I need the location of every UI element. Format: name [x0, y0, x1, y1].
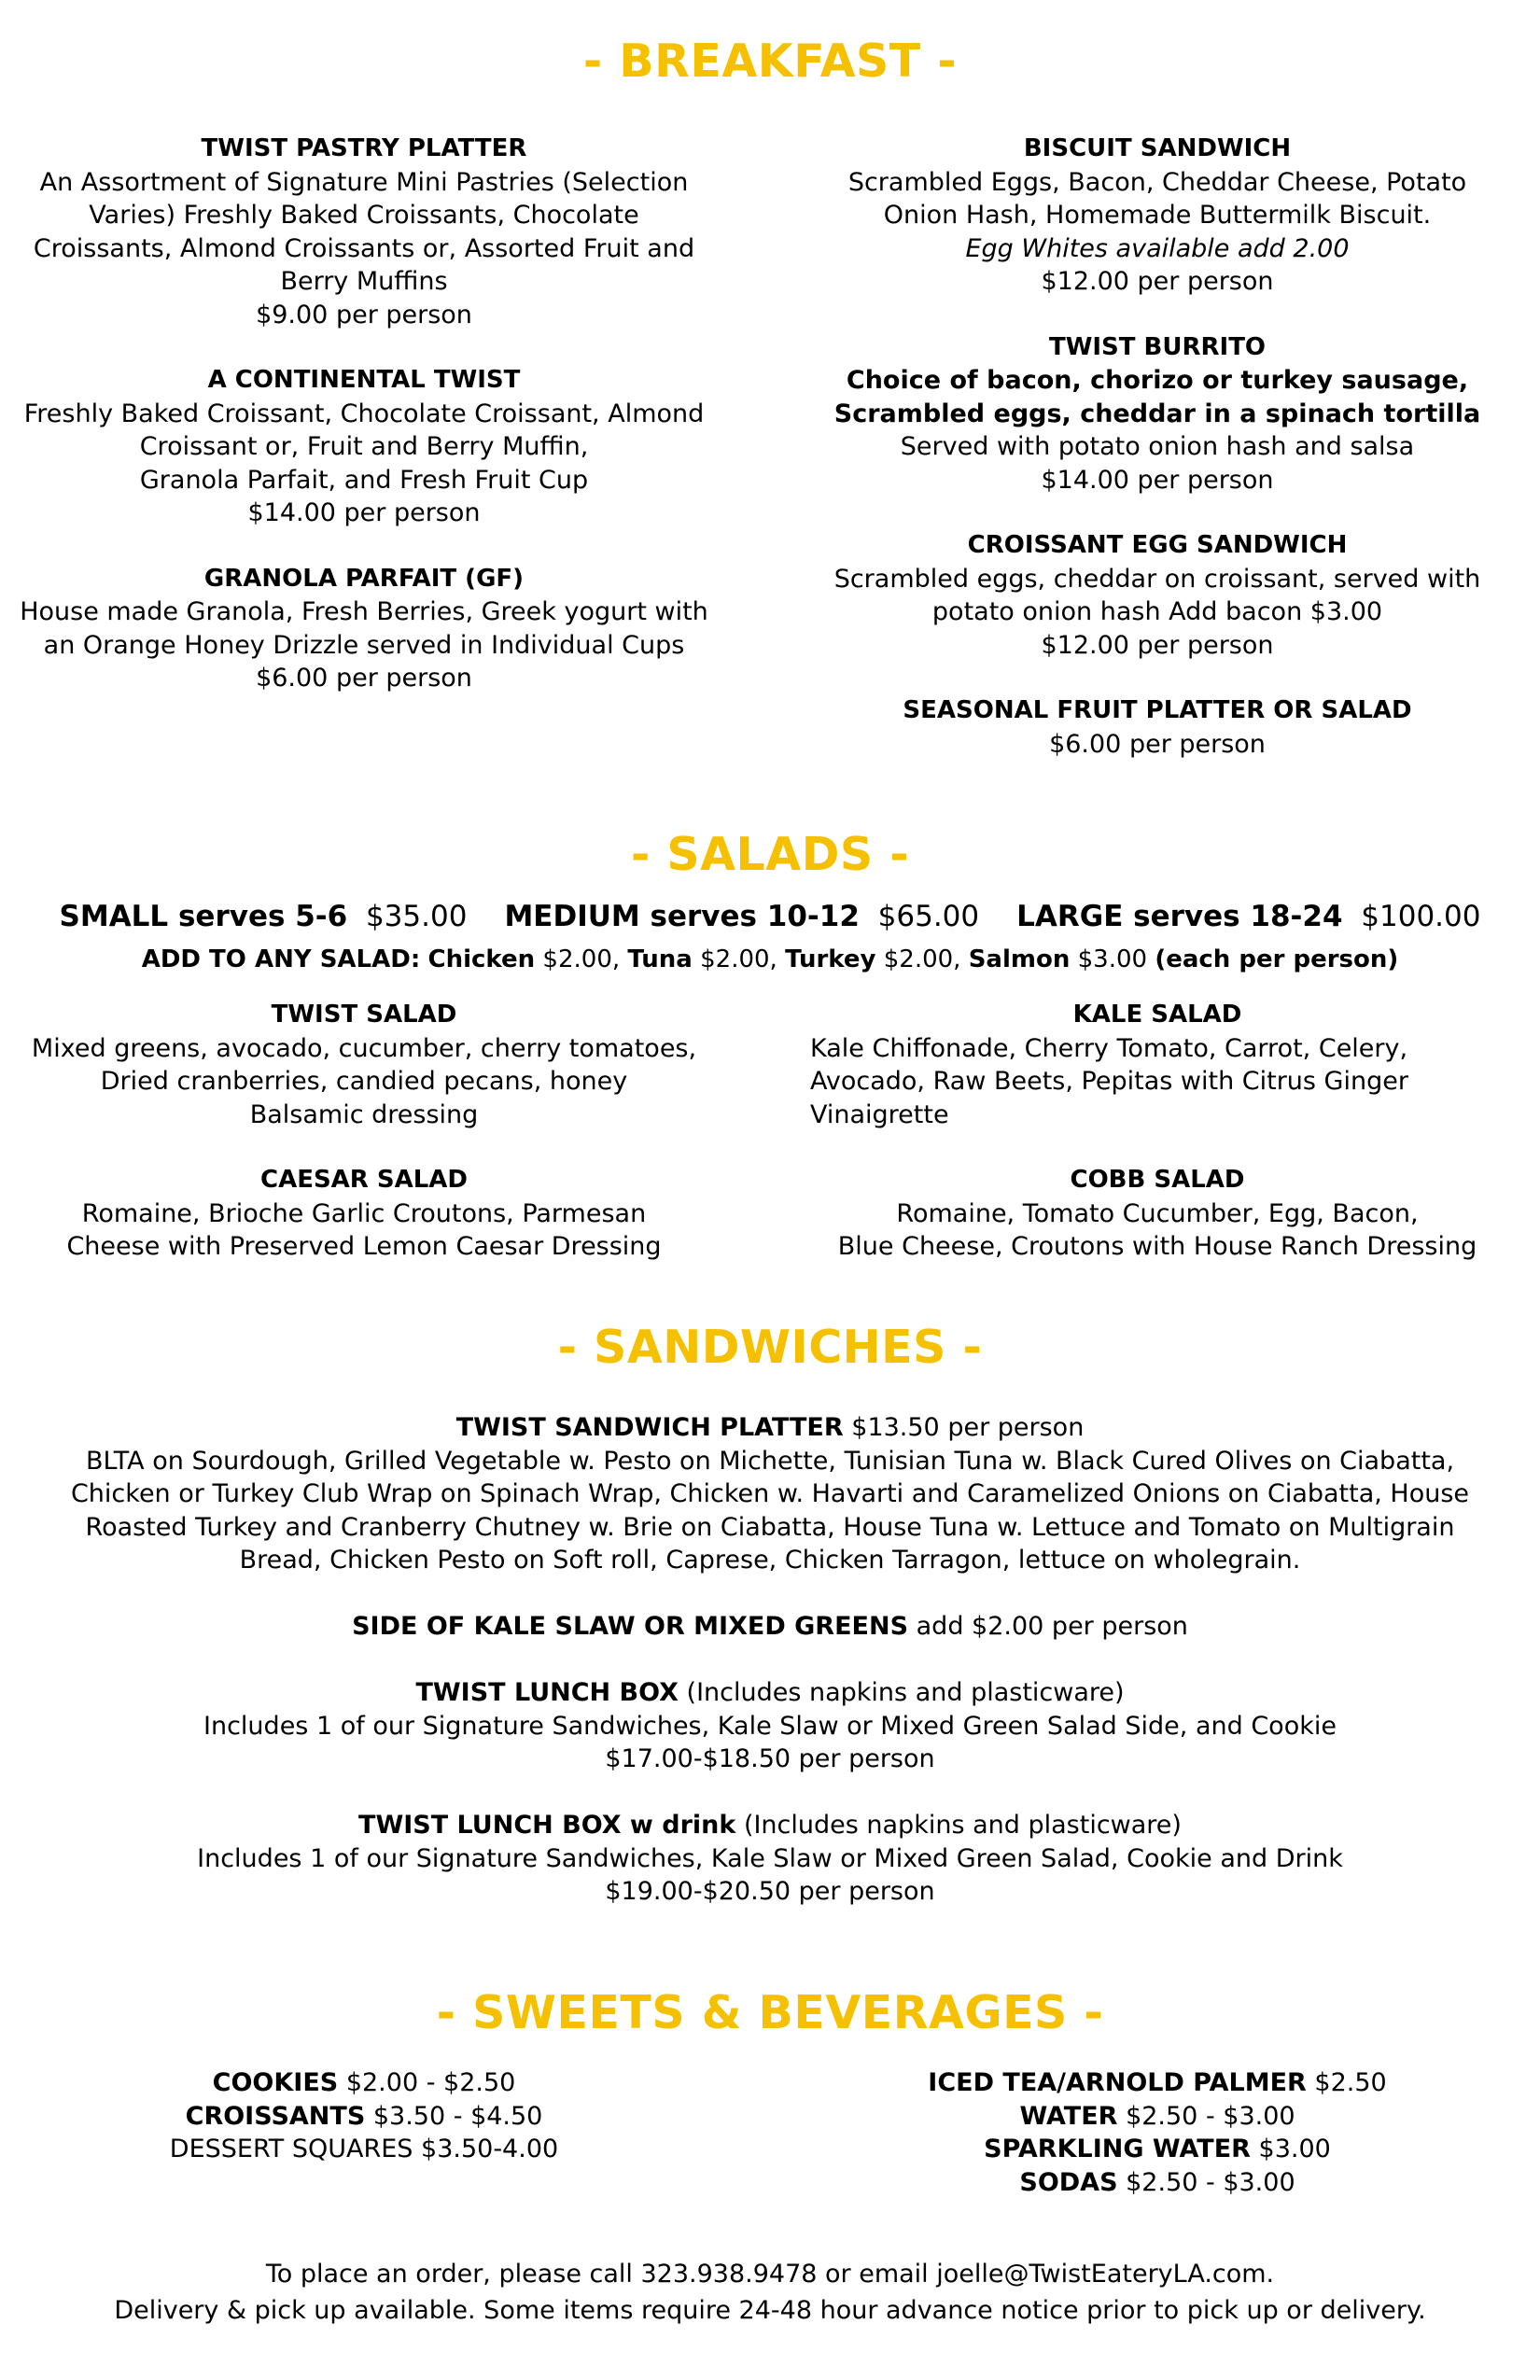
item-name: BISCUIT SANDWICH [1023, 134, 1292, 162]
addon-name: Chicken [427, 945, 536, 973]
item-desc: Scrambled eggs, cheddar on croissant, served with [833, 564, 1481, 594]
item-desc: An Assortment of Signature Mini Pastries (Selection [39, 167, 689, 197]
item-name: A CONTINENTAL TWIST [207, 366, 521, 394]
breakfast-title: - BREAKFAST - [582, 35, 958, 88]
footer-contact: To place an order, please call 323.938.9478 or email joelle@TwistEateryLA.com. [265, 2260, 1275, 2289]
item-desc: House made Granola, Fresh Berries, Greek yogurt with [20, 597, 708, 626]
item-name: COBB SALAD [1070, 1166, 1245, 1194]
size-label: LARGE serves 18-24 [1016, 900, 1343, 933]
addons-tail: (each per person) [1155, 945, 1399, 973]
item-name: WATER [1019, 2101, 1118, 2131]
sandwich-platter [0, 1411, 1540, 1577]
menu-item [803, 529, 1512, 662]
item-name: SEASONAL FRUIT PLATTER OR SALAD [903, 696, 1412, 724]
item-price: $2.50 - $3.00 [1126, 2167, 1295, 2197]
item-desc: Granola Parfait, and Fresh Fruit Cup [139, 465, 589, 495]
menu-item [0, 364, 728, 530]
sandwiches-title: - SANDWICHES - [557, 1321, 983, 1374]
addon-name: Salmon [968, 945, 1071, 973]
item-desc: Berry Muffins [280, 267, 448, 296]
item-name: KALE SALAD [1072, 1001, 1242, 1029]
item-paren: (Includes napkins and plasticware) [686, 1678, 1125, 1707]
item-desc: Chicken or Turkey Club Wrap on Spinach Wrap, Chicken w. Havarti and Caramelized Onions on Ciabatta, House [70, 1479, 1470, 1508]
menu-item [803, 694, 1512, 761]
menu-item [803, 133, 1512, 299]
item-price: $12.00 per person [1041, 630, 1274, 660]
salad-addons [0, 944, 1540, 976]
item-desc: Roasted Turkey and Cranberry Chutney w. Brie on Ciabatta, House Tuna w. Lettuce and Tomato on Multigrain [85, 1512, 1455, 1542]
item-name: COOKIES [212, 2068, 339, 2097]
footer [0, 2256, 1540, 2329]
item-name: ICED TEA/ARNOLD PALMER [928, 2068, 1307, 2097]
item-name: TWIST LUNCH BOX w drink [358, 1811, 736, 1840]
item-name: SIDE OF KALE SLAW OR MIXED GREENS [352, 1612, 909, 1641]
addons-lead: ADD TO ANY SALAD: [141, 945, 421, 973]
item-desc: potato onion hash Add bacon $3.00 [931, 597, 1383, 626]
menu-item [803, 1164, 1512, 1264]
item-desc: Avocado, Raw Beets, Pepitas with Citrus Ginger [810, 1067, 1408, 1096]
item-price: $2.50 - $3.00 [1126, 2101, 1295, 2131]
addon-name: Turkey [785, 945, 876, 973]
addon-price: $3.00 [1077, 945, 1148, 973]
item-desc: Scrambled Eggs, Bacon, Cheddar Cheese, Potato [847, 167, 1467, 197]
addon-price: $2.00, [542, 945, 621, 973]
item-name: TWIST SALAD [271, 1001, 457, 1029]
item-name: SPARKLING WATER [984, 2135, 1251, 2163]
size-label: MEDIUM serves 10-12 [504, 900, 860, 933]
item-name: TWIST BURRITO [1048, 332, 1267, 361]
item-price: $12.00 per person [1041, 267, 1274, 296]
item-price: $6.00 per person [256, 664, 472, 693]
item-desc: an Orange Honey Drizzle served in Individual Cups [43, 630, 685, 660]
menu-item [0, 1164, 728, 1264]
size-price: $35.00 [365, 900, 468, 933]
menu-item [0, 999, 728, 1131]
item-name: TWIST LUNCH BOX [415, 1678, 679, 1707]
menu-item [0, 133, 728, 331]
item-desc: Mixed greens, avocado, cucumber, cherry tomatoes, [31, 1033, 697, 1063]
item-desc: Croissant or, Fruit and Berry Muffin, [139, 432, 589, 461]
item-name: CROISSANTS [185, 2101, 366, 2131]
item-paren: (Includes napkins and plasticware) [743, 1811, 1182, 1840]
item-price: $3.00 [1258, 2135, 1331, 2163]
side-greens [0, 1610, 1540, 1644]
item-name: TWIST SANDWICH PLATTER [455, 1413, 844, 1442]
item-desc: Includes 1 of our Signature Sandwiches, Kale Slaw or Mixed Green Salad Side, and Cookie [203, 1711, 1337, 1741]
addon-price: $2.00, [883, 945, 961, 973]
breakfast-left-column [0, 133, 728, 728]
item-desc: Vinaigrette [810, 1099, 949, 1129]
salads-right-column [803, 999, 1512, 1296]
item-price: $13.50 per person [851, 1413, 1085, 1442]
item-desc: Bread, Chicken Pesto on Soft roll, Caprese, Chicken Tarragon, lettuce on wholegrain. [239, 1546, 1301, 1575]
item-desc: Blue Cheese, Croutons with House Ranch Dressing [837, 1232, 1477, 1261]
item-desc-bold: Scrambled eggs, cheddar in a spinach tortilla [833, 399, 1481, 428]
item-price: $14.00 per person [247, 498, 481, 527]
item-desc: Romaine, Brioche Garlic Croutons, Parmesan [81, 1198, 647, 1228]
item-name: CAESAR SALAD [259, 1166, 468, 1194]
item-price: $19.00-$20.50 per person [605, 1877, 935, 1906]
item-name: TWIST PASTRY PLATTER [201, 134, 527, 162]
addon-price: $2.00, [700, 945, 777, 973]
item-desc: Served with potato onion hash and salsa [900, 432, 1415, 461]
addon-name: Tuna [627, 945, 693, 973]
item-desc: Cheese with Preserved Lemon Caesar Dressing [66, 1232, 662, 1261]
item-desc: Kale Chiffonade, Cherry Tomato, Carrot, Celery, [810, 1033, 1408, 1063]
size-price: $100.00 [1361, 900, 1481, 933]
item-price: $17.00-$18.50 per person [605, 1744, 935, 1773]
item-name: GRANOLA PARFAIT (GF) [203, 564, 525, 593]
sweets-left-column [0, 2066, 728, 2166]
item-price: $2.00 - $2.50 [345, 2068, 516, 2097]
beverages-right-column [803, 2066, 1512, 2199]
breakfast-right-column [803, 133, 1512, 793]
item-price: DESSERT SQUARES $3.50-4.00 [169, 2135, 559, 2163]
item-note: Egg Whites available add 2.00 [965, 233, 1350, 263]
item-desc: Onion Hash, Homemade Buttermilk Biscuit. [883, 201, 1432, 230]
footer-delivery: Delivery & pick up available. Some items require 24-48 hour advance notice prior to pick up or delivery. [114, 2296, 1426, 2325]
salad-sizes [0, 898, 1540, 935]
sweets-title: - SWEETS & BEVERAGES - [436, 1986, 1104, 2039]
item-price: $9.00 per person [256, 300, 472, 329]
item-desc: Croissants, Almond Croissants or, Assorted Fruit and [33, 233, 695, 263]
item-desc: Includes 1 of our Signature Sandwiches, Kale Slaw or Mixed Green Salad, Cookie and Drink [197, 1843, 1343, 1873]
size-price: $65.00 [877, 900, 980, 933]
menu-item [803, 999, 1512, 1131]
item-desc-bold: Choice of bacon, chorizo or turkey sausage, [846, 366, 1469, 395]
lunch-box [0, 1676, 1540, 1776]
item-name: CROISSANT EGG SANDWICH [967, 531, 1348, 559]
item-price: $14.00 per person [1041, 465, 1274, 495]
item-price: $3.50 - $4.50 [372, 2101, 543, 2131]
salads-title: - SALADS - [630, 828, 910, 881]
size-label: SMALL serves 5-6 [59, 900, 348, 933]
item-desc: Romaine, Tomato Cucumber, Egg, Bacon, [896, 1198, 1419, 1228]
item-name: SODAS [1019, 2167, 1118, 2197]
menu-item [803, 331, 1512, 497]
item-desc: Varies) Freshly Baked Croissants, Chocolate [89, 201, 639, 230]
item-desc: Dried cranberries, candied pecans, honey [100, 1067, 628, 1096]
item-price: add $2.00 per person [916, 1612, 1188, 1641]
menu-item [0, 563, 728, 695]
item-price: $2.50 [1314, 2068, 1387, 2097]
item-desc: Balsamic dressing [249, 1099, 479, 1129]
item-price: $6.00 per person [1049, 729, 1266, 759]
lunch-box-drink [0, 1809, 1540, 1909]
salads-left-column [0, 999, 728, 1296]
item-desc: Freshly Baked Croissant, Chocolate Croissant, Almond [23, 399, 705, 428]
item-desc: BLTA on Sourdough, Grilled Vegetable w. Pesto on Michette, Tunisian Tuna w. Black Cured Olives on Ciabatta, [85, 1446, 1455, 1476]
